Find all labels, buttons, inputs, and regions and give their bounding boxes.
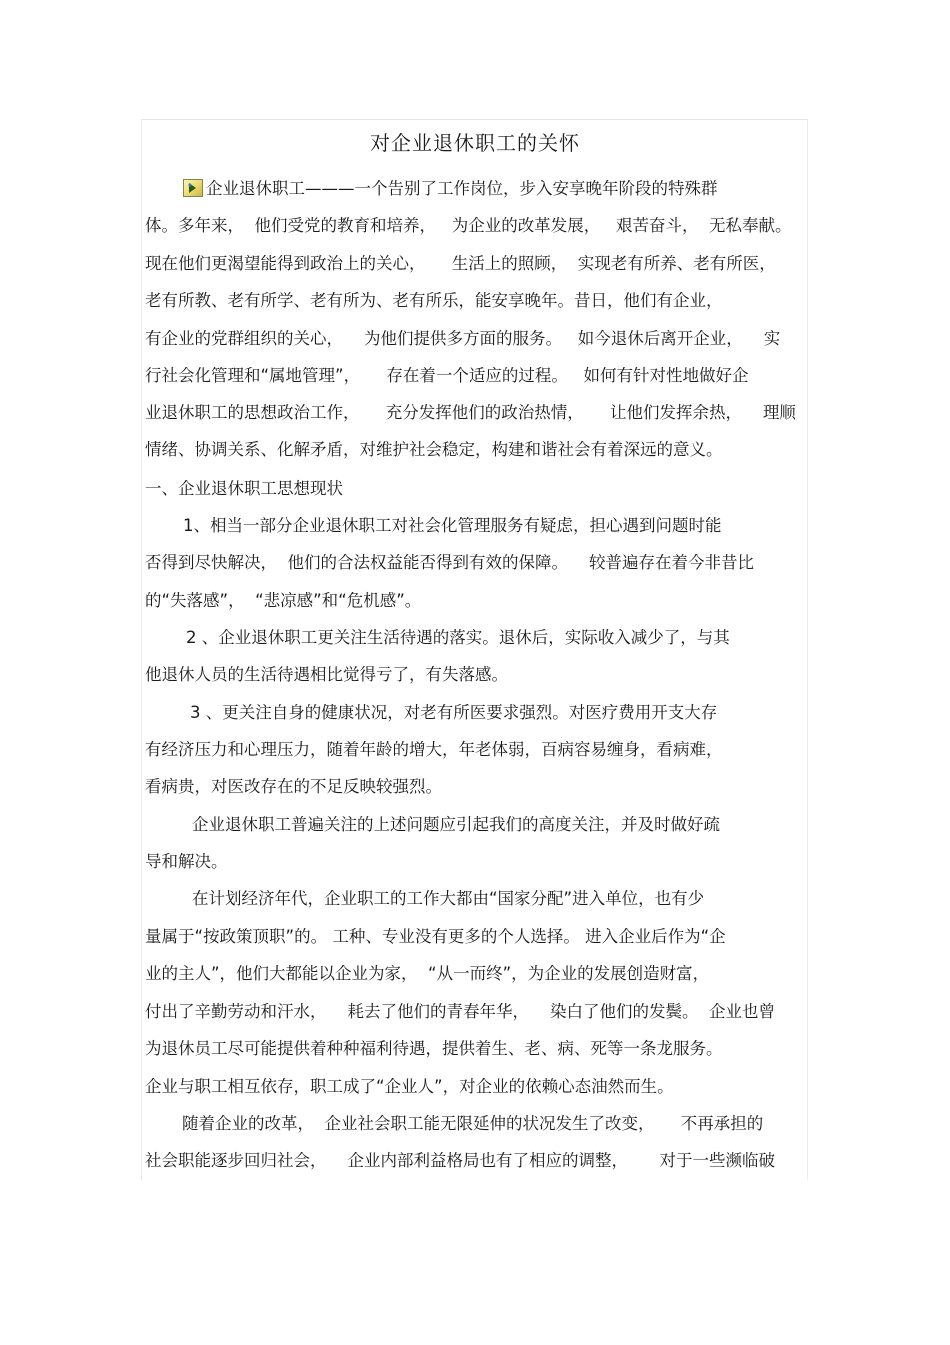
paragraph-line: 行社会化管理和“属地管理”， 存在着一个适应的过程。 如何有针对性地做好企 bbox=[145, 366, 749, 385]
paragraph-line: 有企业的党群组织的关心， 为他们提供多方面的服务。 如今退休后离开企业， 实 bbox=[145, 329, 781, 348]
paragraph-line: 体。多年来， 他们受党的教育和培养， 为企业的改革发展， 艰苦奋斗， 无私奉献。 bbox=[145, 216, 792, 235]
paragraph-line: 他退休人员的生活待遇相比觉得亏了，有失落感。 bbox=[145, 665, 508, 684]
paragraph-line: 在计划经济年代，企业职工的工作大都由“国家分配”进入单位，也有少 bbox=[192, 889, 705, 908]
paragraph-line: 2 、企业退休职工更关注生活待遇的落实。退休后，实际收入减少了，与其 bbox=[186, 628, 730, 647]
paragraph-line: 否得到尽快解决， 他们的合法权益能否得到有效的保障。 较普遍存在着今非昔比 bbox=[145, 553, 754, 572]
paragraph-line: 情绪、协调关系、化解矛盾，对维护社会稳定，构建和谐社会有着深远的意义。 bbox=[145, 440, 723, 459]
paragraph-line: 为退休员工尽可能提供着种种福利待遇，提供着生、老、病、死等一条龙服务。 bbox=[145, 1039, 723, 1058]
paragraph-line: 现在他们更渴望能得到政治上的关心， 生活上的照顾， 实现老有所养、老有所医， bbox=[145, 254, 776, 273]
paragraph-line: 1、相当一部分企业退休职工对社会化管理服务有疑虑，担心遇到问题时能 bbox=[183, 516, 722, 535]
paragraph-line: 的“失落感”， “悲凉感”和“危机感”。 bbox=[145, 591, 422, 610]
section-heading: 一、企业退休职工思想现状 bbox=[145, 479, 343, 498]
paragraph-line: 企业与职工相互依存，职工成了“企业人”，对企业的依赖心态油然而生。 bbox=[145, 1077, 674, 1096]
paragraph-line: 付出了辛勤劳动和汗水， 耗去了他们的青春年华， 染白了他们的发鬓。 企业也曾 bbox=[145, 1002, 775, 1021]
paragraph-line: 量属于“按政策顶职”的。 工种、专业没有更多的个人选择。 进入企业后作为“企 bbox=[145, 927, 726, 946]
paragraph-line: 看病贵，对医改存在的不足反映较强烈。 bbox=[145, 777, 442, 796]
paragraph-line: 社会职能逐步回归社会， 企业内部利益格局也有了相应的调整， 对于一些濒临破 bbox=[145, 1151, 775, 1170]
paragraph-line: 3 、更关注自身的健康状况，对老有所医要求强烈。对医疗费用开支大存 bbox=[190, 703, 718, 722]
paragraph-line: 企业退休职工普遍关注的上述问题应引起我们的高度关注，并及时做好疏 bbox=[192, 815, 720, 834]
paragraph-line: 有经济压力和心理压力，随着年龄的增大，年老体弱，百病容易缠身，看病难， bbox=[145, 740, 723, 759]
document-inline-icon bbox=[183, 179, 203, 197]
paragraph-line: 业退休职工的思想政治工作， 充分发挥他们的政治热情， 让他们发挥余热， 理顺 bbox=[145, 403, 796, 422]
paragraph-line: 随着企业的改革， 企业社会职工能无限延伸的状况发生了改变， 不再承担的 bbox=[182, 1114, 764, 1133]
paragraph-line: 业的主人”，他们大都能以企业为家， “从一而终”，为企业的发展创造财富， bbox=[145, 964, 710, 983]
paragraph-line: 企业退休职工———一个告别了工作岗位，步入安享晚年阶段的特殊群 bbox=[206, 179, 718, 198]
paragraph-line: 老有所教、老有所学、老有所为、老有所乐，能安享晚年。昔日，他们有企业， bbox=[145, 291, 723, 310]
document-title: 对企业退休职工的关怀 bbox=[370, 131, 580, 155]
paragraph-line: 导和解决。 bbox=[145, 852, 228, 871]
